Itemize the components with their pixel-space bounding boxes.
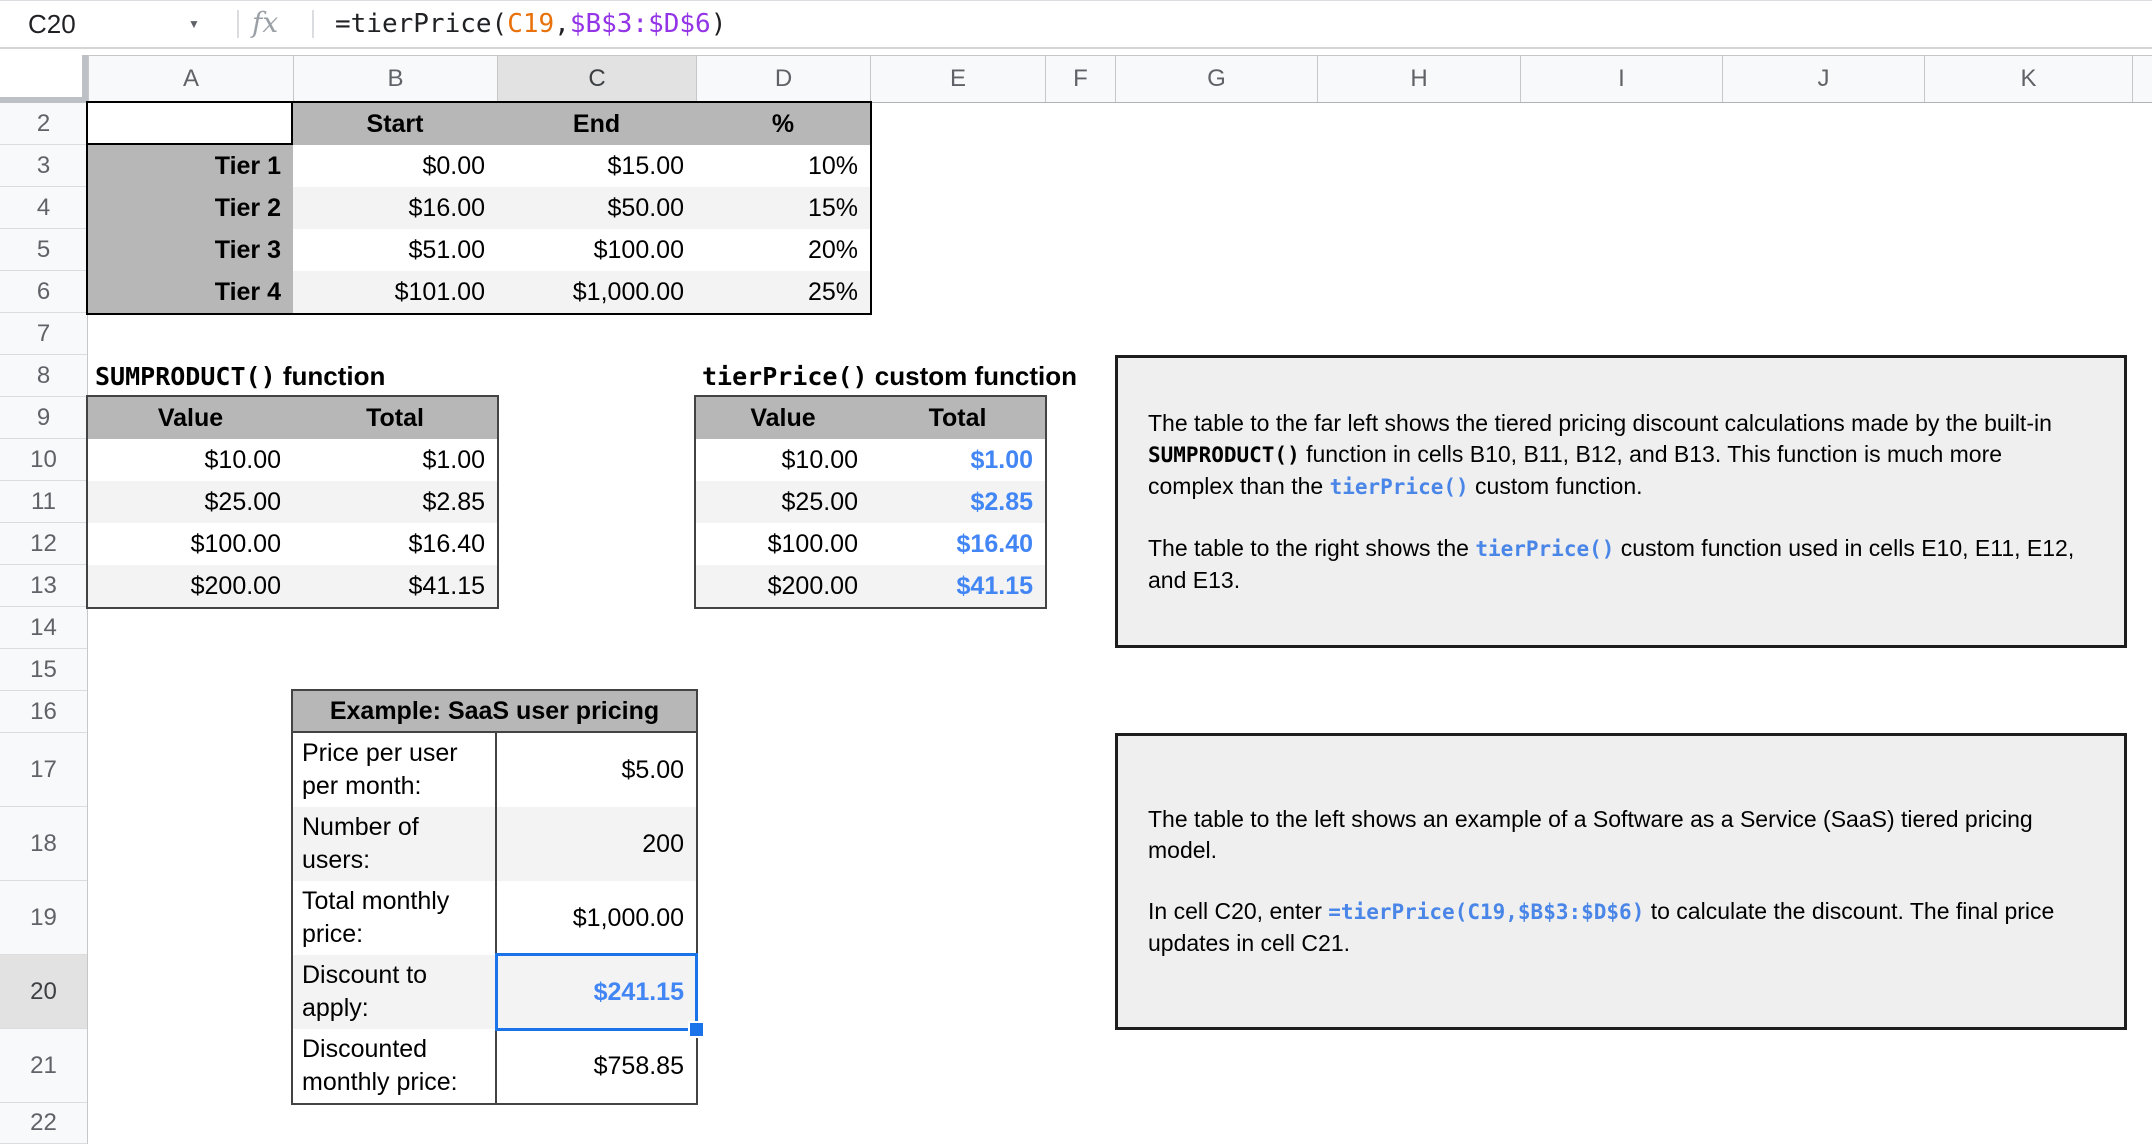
saas-pricing-table (291, 689, 698, 1105)
tier-end-cell[interactable]: $50.00 (497, 187, 696, 229)
tier-pricing-table (86, 101, 872, 315)
tierprice-title-code: tierPrice() (702, 361, 868, 391)
formula-part: ) (710, 9, 727, 39)
tier-label-cell[interactable]: Tier 4 (88, 271, 293, 313)
sumproduct-table-value-cell[interactable]: $25.00 (88, 481, 293, 523)
row-header-19[interactable]: 19 (0, 881, 87, 955)
textbox-text-run: function in cells B10, B11, B12, and B13. This function is much more complex than the (1148, 440, 2003, 499)
row-header-17[interactable]: 17 (0, 733, 87, 807)
textbox-paragraph (1148, 408, 2094, 503)
sumproduct-table (86, 395, 499, 609)
textbox-text-run: to calculate the discount. The final price updates in cell C21. (1148, 898, 2055, 956)
sumproduct-table-total-cell[interactable]: $16.40 (408, 529, 485, 558)
column-header-I[interactable]: I (1520, 56, 1722, 102)
saas-value-cell[interactable]: $1,000.00 (572, 903, 684, 932)
tier-header-cell[interactable]: End (497, 103, 696, 145)
tier-start-cell[interactable]: $0.00 (422, 151, 485, 180)
row-header-5[interactable]: 5 (0, 229, 87, 271)
column-header-E[interactable]: E (870, 56, 1045, 102)
row-header-20[interactable]: 20 (0, 955, 87, 1029)
saas-value-cell[interactable]: 200 (497, 807, 696, 881)
tier-start-cell[interactable]: $101.00 (293, 271, 497, 313)
formula-part: , (554, 9, 570, 39)
column-header-B[interactable]: B (293, 56, 497, 102)
column-header-D[interactable]: D (696, 56, 870, 102)
row-header-7[interactable]: 7 (0, 313, 87, 355)
tierprice-title-rest: custom function (867, 360, 1078, 391)
row-header-16[interactable]: 16 (0, 691, 87, 733)
saas-label-cell[interactable]: Number of users: (293, 807, 497, 881)
tier-corner-cell[interactable] (88, 103, 293, 145)
tier-end-cell[interactable]: $100.00 (593, 235, 684, 264)
sumproduct-table-value-cell[interactable]: $10.00 (204, 445, 281, 474)
sumproduct-table-total-cell[interactable]: $2.85 (293, 481, 497, 523)
formula-bar-divider (312, 10, 314, 38)
fx-icon: fx (252, 6, 279, 39)
row-header-11[interactable]: 11 (0, 481, 87, 523)
sumproduct-table-value-cell[interactable]: $100.00 (190, 529, 281, 558)
sumproduct-table-header-cell[interactable]: Value (88, 397, 293, 439)
tierprice-table-value-cell[interactable]: $200.00 (696, 565, 870, 607)
tier-label-cell[interactable]: Tier 1 (88, 145, 293, 187)
textbox-text-run: custom function. (1468, 472, 1643, 499)
textbox-code-run: SUMPRODUCT() (1148, 442, 1300, 467)
tier-percent-cell[interactable]: 25% (696, 271, 870, 313)
tierprice-table-value-cell[interactable]: $100.00 (767, 529, 858, 558)
sumproduct-table-header-cell[interactable]: Total (293, 397, 497, 439)
saas-label-cell[interactable]: Discount to apply: (293, 955, 497, 1029)
textbox-code-run: tierPrice() (1475, 536, 1615, 561)
saas-value-cell[interactable]: $758.85 (593, 1051, 684, 1080)
row-header-6[interactable]: 6 (0, 271, 87, 313)
textbox-text-run: In cell C20, enter (1148, 898, 1329, 924)
column-headers (88, 55, 2152, 103)
tier-start-cell[interactable]: $51.00 (408, 235, 485, 264)
saas-label-cell[interactable]: Total monthly price: (293, 881, 497, 955)
row-header-14[interactable]: 14 (0, 607, 87, 649)
saas-value-cell[interactable]: $5.00 (621, 755, 684, 784)
tierprice-table-total-cell[interactable]: $1.00 (970, 445, 1033, 474)
row-header-18[interactable]: 18 (0, 807, 87, 881)
formula-part: C19 (507, 9, 555, 39)
formula-part: =tierPrice( (335, 9, 508, 39)
textbox-text-run: custom function used in cells E10, E11, E12, and E13. (1148, 534, 2075, 593)
row-header-3[interactable]: 3 (0, 145, 87, 187)
column-header-J[interactable]: J (1722, 56, 1924, 102)
row-header-9[interactable]: 9 (0, 397, 87, 439)
tierprice-table-total-cell[interactable]: $16.40 (956, 529, 1033, 558)
sumproduct-table-total-cell[interactable]: $41.15 (293, 565, 497, 607)
textbox-code-run: =tierPrice(C19,$B$3:$D$6) (1328, 900, 1645, 924)
tier-label-cell[interactable]: Tier 2 (88, 187, 293, 229)
cell-name-box[interactable] (0, 1, 225, 47)
textbox-text-run: The table to the far left shows the tiered pricing discount calculations made by the built-in (1148, 409, 2052, 436)
tierprice-title[interactable] (702, 355, 1077, 397)
row-header-2[interactable]: 2 (0, 103, 87, 145)
tier-percent-cell[interactable]: 10% (807, 151, 858, 180)
sumproduct-table-total-cell[interactable]: $1.00 (422, 445, 485, 474)
column-header-partial[interactable] (2132, 56, 2152, 102)
row-header-21[interactable]: 21 (0, 1029, 87, 1103)
tierprice-table-value-cell[interactable]: $25.00 (696, 481, 870, 523)
explainer-textbox-functions[interactable] (1115, 355, 2127, 648)
tierprice-table-value-cell[interactable]: $10.00 (781, 445, 858, 474)
textbox-text-run: The table to the right shows the (1148, 534, 1476, 561)
tier-header-cell[interactable]: % (696, 103, 870, 145)
sumproduct-table-value-cell[interactable]: $200.00 (88, 565, 293, 607)
tierprice-table-total-cell[interactable]: $41.15 (870, 565, 1045, 607)
select-all-corner[interactable] (0, 55, 88, 103)
tierprice-table-total-cell[interactable]: $2.85 (870, 481, 1045, 523)
tier-percent-cell[interactable]: 15% (696, 187, 870, 229)
tierprice-table-header-cell[interactable]: Total (870, 397, 1045, 439)
saas-label-cell[interactable]: Price per user per month: (293, 733, 497, 807)
textbox-paragraph (1148, 533, 2094, 596)
tier-end-cell[interactable]: $1,000.00 (497, 271, 696, 313)
formula-part: $B$3:$D$6 (569, 9, 711, 39)
row-header-15[interactable]: 15 (0, 649, 87, 691)
row-header-12[interactable]: 12 (0, 523, 87, 565)
sumproduct-title-rest: function (275, 360, 386, 391)
column-header-A[interactable]: A (88, 56, 293, 102)
sumproduct-title-code: SUMPRODUCT() (95, 361, 276, 391)
row-header-10[interactable]: 10 (0, 439, 87, 481)
tier-start-cell[interactable]: $16.00 (293, 187, 497, 229)
textbox-code-run: tierPrice() (1329, 474, 1469, 499)
formula-bar-divider (237, 10, 239, 38)
row-header-22[interactable]: 22 (0, 1103, 87, 1144)
column-header-K[interactable]: K (1924, 56, 2132, 102)
row-header-8[interactable]: 8 (0, 355, 87, 397)
tier-percent-cell[interactable]: 20% (807, 235, 858, 264)
row-header-4[interactable]: 4 (0, 187, 87, 229)
column-header-C[interactable]: C (497, 56, 696, 102)
tier-end-cell[interactable]: $15.00 (607, 151, 684, 180)
saas-label-cell[interactable]: Discounted monthly price: (293, 1029, 497, 1103)
name-box-dropdown-icon[interactable]: ▼ (188, 17, 200, 31)
row-header-13[interactable]: 13 (0, 565, 87, 607)
textbox-paragraph (1148, 896, 2094, 959)
textbox-paragraph (1148, 804, 2094, 866)
textbox-text-run: The table to the left shows an example of a Software as a Service (SaaS) tiered pricing model. (1148, 806, 2033, 863)
row-headers (0, 103, 88, 1144)
fill-handle[interactable] (688, 1021, 705, 1038)
saas-value-cell[interactable]: $241.15 (497, 955, 696, 1029)
tierprice-table (694, 395, 1047, 609)
sumproduct-title[interactable] (95, 355, 385, 397)
saas-title-cell[interactable]: Example: SaaS user pricing (293, 691, 696, 733)
column-header-G[interactable]: G (1115, 56, 1317, 102)
column-header-H[interactable]: H (1317, 56, 1520, 102)
tier-header-cell[interactable]: Start (293, 103, 497, 145)
explainer-textbox-example[interactable] (1115, 733, 2127, 1030)
tierprice-table-header-cell[interactable]: Value (696, 397, 870, 439)
column-header-F[interactable]: F (1045, 56, 1115, 102)
formula-bar (0, 0, 2152, 49)
formula-input[interactable] (335, 1, 726, 47)
tier-label-cell[interactable]: Tier 3 (88, 229, 293, 271)
name-box-value: C20 (28, 9, 76, 39)
